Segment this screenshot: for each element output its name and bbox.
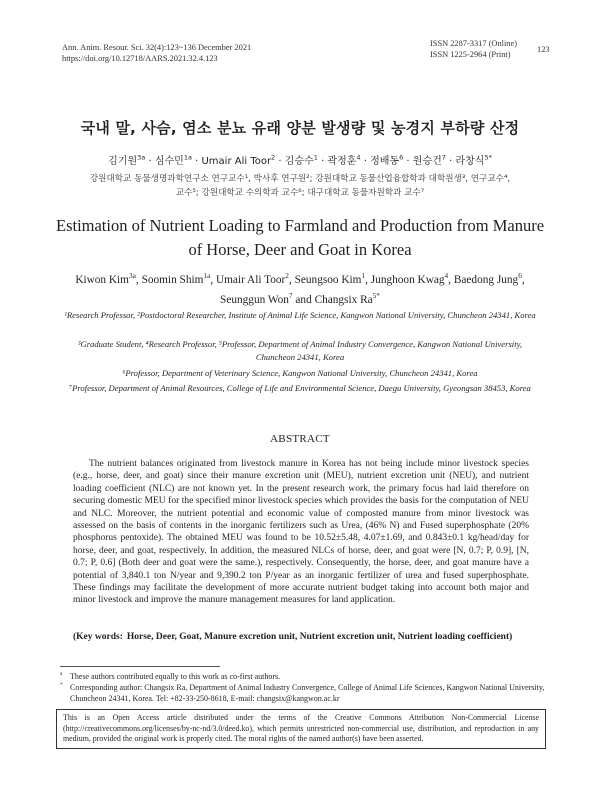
author: Junghoon Kwag$^4$ <box>370 271 449 286</box>
keywords-label: (Key words: <box>73 632 123 642</box>
abstract-body: The nutrient balances originated from livestock manure in Korea has not being include minor livestock species (e.g., horse, deer, and goat) since their manure excretion unit (MEU), nutrient excretion unit (NEU), and nutrient loading coefficient (NLC) are not known yet. In the present research work, the primary focus had laid therefore on securing domestic MEU for the specified minor livestock species which provides the basis for the computation of NEU and NLC. Moreover, the nutrient potential and economic value of composted manure from minor livestock was assessed on the basis of contents in the inorganic fertilizers such as Urea, (46% N) and Fused superphosphate (20% phosphorus pentoxide). The obtained MEU was found to be 10.52±5.48, 4.07±1.69, and 0.843±0.1 kg/head/day for horse, deer, and goat, respectively. In addition, the measured NLCs of horse, deer, and goat were [N, 0.7; P, 0.9], [N, 0.7; P, 0.6] (Both deer and goat were the same.), respectively. Consequently, the horse, deer, and goat manure have a potential of 3,840.1 ton N/year and 9,390.2 ton P/year as an inorganic fertilizer of urea and fused superphosphate. These findings may facilitate the development of more accurate nutrient budget taking into account both major and minor livestock and improve the manure management measures for land application. <box>73 459 529 606</box>
journal-citation <box>62 42 251 64</box>
affiliation: ⁶Professor, Department of Veterinary Science, Kangwon National University, Chuncheon 24341, Korea <box>122 368 478 378</box>
title-line: of Horse, Deer and Goat in Korea <box>188 240 412 259</box>
affiliation: ⁷Professor, Department of Animal Resources, College of Life and Environmental Science, Daegu University, Gyeongsan 38453, Korea <box>69 383 531 393</box>
title-line: Estimation of Nutrient Loading to Farmland and Production from Manure <box>55 216 545 235</box>
open-access-license-box: This is an Open Access article distributed under the terms of the Creative Commons Attribution Non-Commercial License (http://creativecommons.org/licenses/by-nc-nd/3.0/deed.ko), which permits unrestricted non-commercial use, distribution, and reproduction in any medium, provided the original work is properly cited. The moral rights of the named author(s) have been asserted. <box>56 709 546 749</box>
korean-title: 국내 말, 사슴, 염소 분뇨 유래 양분 발생량 및 농경지 부하량 산정 <box>80 119 520 137</box>
authors-line <box>40 290 560 310</box>
author: Soomin Shim$^{1a}$ <box>141 271 211 286</box>
footnote-divider <box>60 666 220 667</box>
keywords-list: Horse, Deer, Goat, Manure excretion unit, Nutrient excretion unit, Nutrient loading coefficient) <box>126 632 513 642</box>
footnote: * Corresponding author: Changsix Ra, Department of Animal Industry Convergence, College of Animal Life Sciences, Kangwon National University, Chuncheon 24341, Korea. Tel: +82-33-250-8618, E-mail: changsix@kangwon.ac.kr <box>60 682 545 703</box>
korean-affiliation-line: 교수⁵; 강원대학교 수의학과 교수⁶; 대구대학교 동물자원학과 교수⁷ <box>175 188 425 198</box>
korean-affiliation-line: 강원대학교 동물생명과학연구소 연구교수¹, 박사후 연구원²; 강원대학교 동물산업융합학과 대학원생³, 연구교수⁴, <box>89 174 511 184</box>
page-number: 123 <box>537 45 550 54</box>
footnote-text: Corresponding author: Changsix Ra, Department of Animal Industry Convergence, College of Animal Life Sciences, Kangwon National University, Chuncheon 24341, Korea. Tel: +82-33-250-8618, E-mail: changsix@kangwon.ac.kr <box>70 683 545 703</box>
korean-authors: 김기원$^{3a}$ · 심수민$^{1a}$ · Umair Ali Toor$^2$ · 김승수$^1$ · 곽정훈$^4$ · 정배동$^6$ · 원승건$^7$ · 라창식$^{5*}$ <box>108 153 492 167</box>
english-authors <box>40 270 560 310</box>
author: 곽정훈$^4$ <box>327 153 361 167</box>
author: Seunggun Won$^7$ <box>220 291 293 306</box>
author: 라창식$^{5*}$ <box>455 153 492 167</box>
author: Kiwon Kim$^{3a}$ <box>75 271 136 286</box>
issn-online: ISSN 2287-3317 (Online) <box>430 39 518 48</box>
author: Baedong Jung$^6$ <box>453 271 522 286</box>
and-word: and <box>295 294 312 306</box>
author: 김승수$^1$ <box>284 153 318 167</box>
author: 정배동$^6$ <box>370 153 404 167</box>
affiliation: ³Graduate Student, ⁴Research Professor, ⁵Professor, Department of Animal Industry Convergence, Kangwon National University, Chuncheon 24341, Korea <box>77 339 523 362</box>
authors-line: Kiwon Kim$^{3a}$, Soomin Shim$^{1a}$, Umair Ali Toor$^2$, Seungsoo Kim$^1$, Junghoon Kwag$^4$, Baedong Jung$^6$, <box>75 271 525 286</box>
english-title <box>40 214 560 262</box>
journal-line: Ann. Anim. Resour. Sci. 32(4):123~136 December 2021 <box>62 43 252 52</box>
keywords <box>73 631 529 643</box>
doi-link[interactable]: https://doi.org/10.12718/AARS.2021.32.4.123 <box>62 54 218 63</box>
issn-block <box>430 38 517 60</box>
author: Umair Ali Toor$^2$ <box>201 153 276 167</box>
author: 원승건$^7$ <box>412 153 446 167</box>
author: Seungsoo Kim$^1$ <box>294 271 366 286</box>
author: Umair Ali Toor$^2$ <box>215 271 289 286</box>
author: 심수민$^{1a}$ <box>154 153 192 167</box>
abstract-heading: ABSTRACT <box>270 433 330 445</box>
footnote-text: These authors contributed equally to this work as co-first authors. <box>70 672 281 681</box>
issn-print: ISSN 1225-2964 (Print) <box>430 50 511 59</box>
affiliation: ¹Research Professor, ²Postdoctoral Researcher, Institute of Animal Life Science, Kangwon National University, Chuncheon 24341, Korea <box>64 310 536 320</box>
footnote: $^a$ These authors contributed equally to this work as co-first authors. <box>60 671 550 682</box>
author: 김기원$^{3a}$ <box>108 153 146 167</box>
author: Changsix $Ra^{5*}$ <box>314 291 380 306</box>
